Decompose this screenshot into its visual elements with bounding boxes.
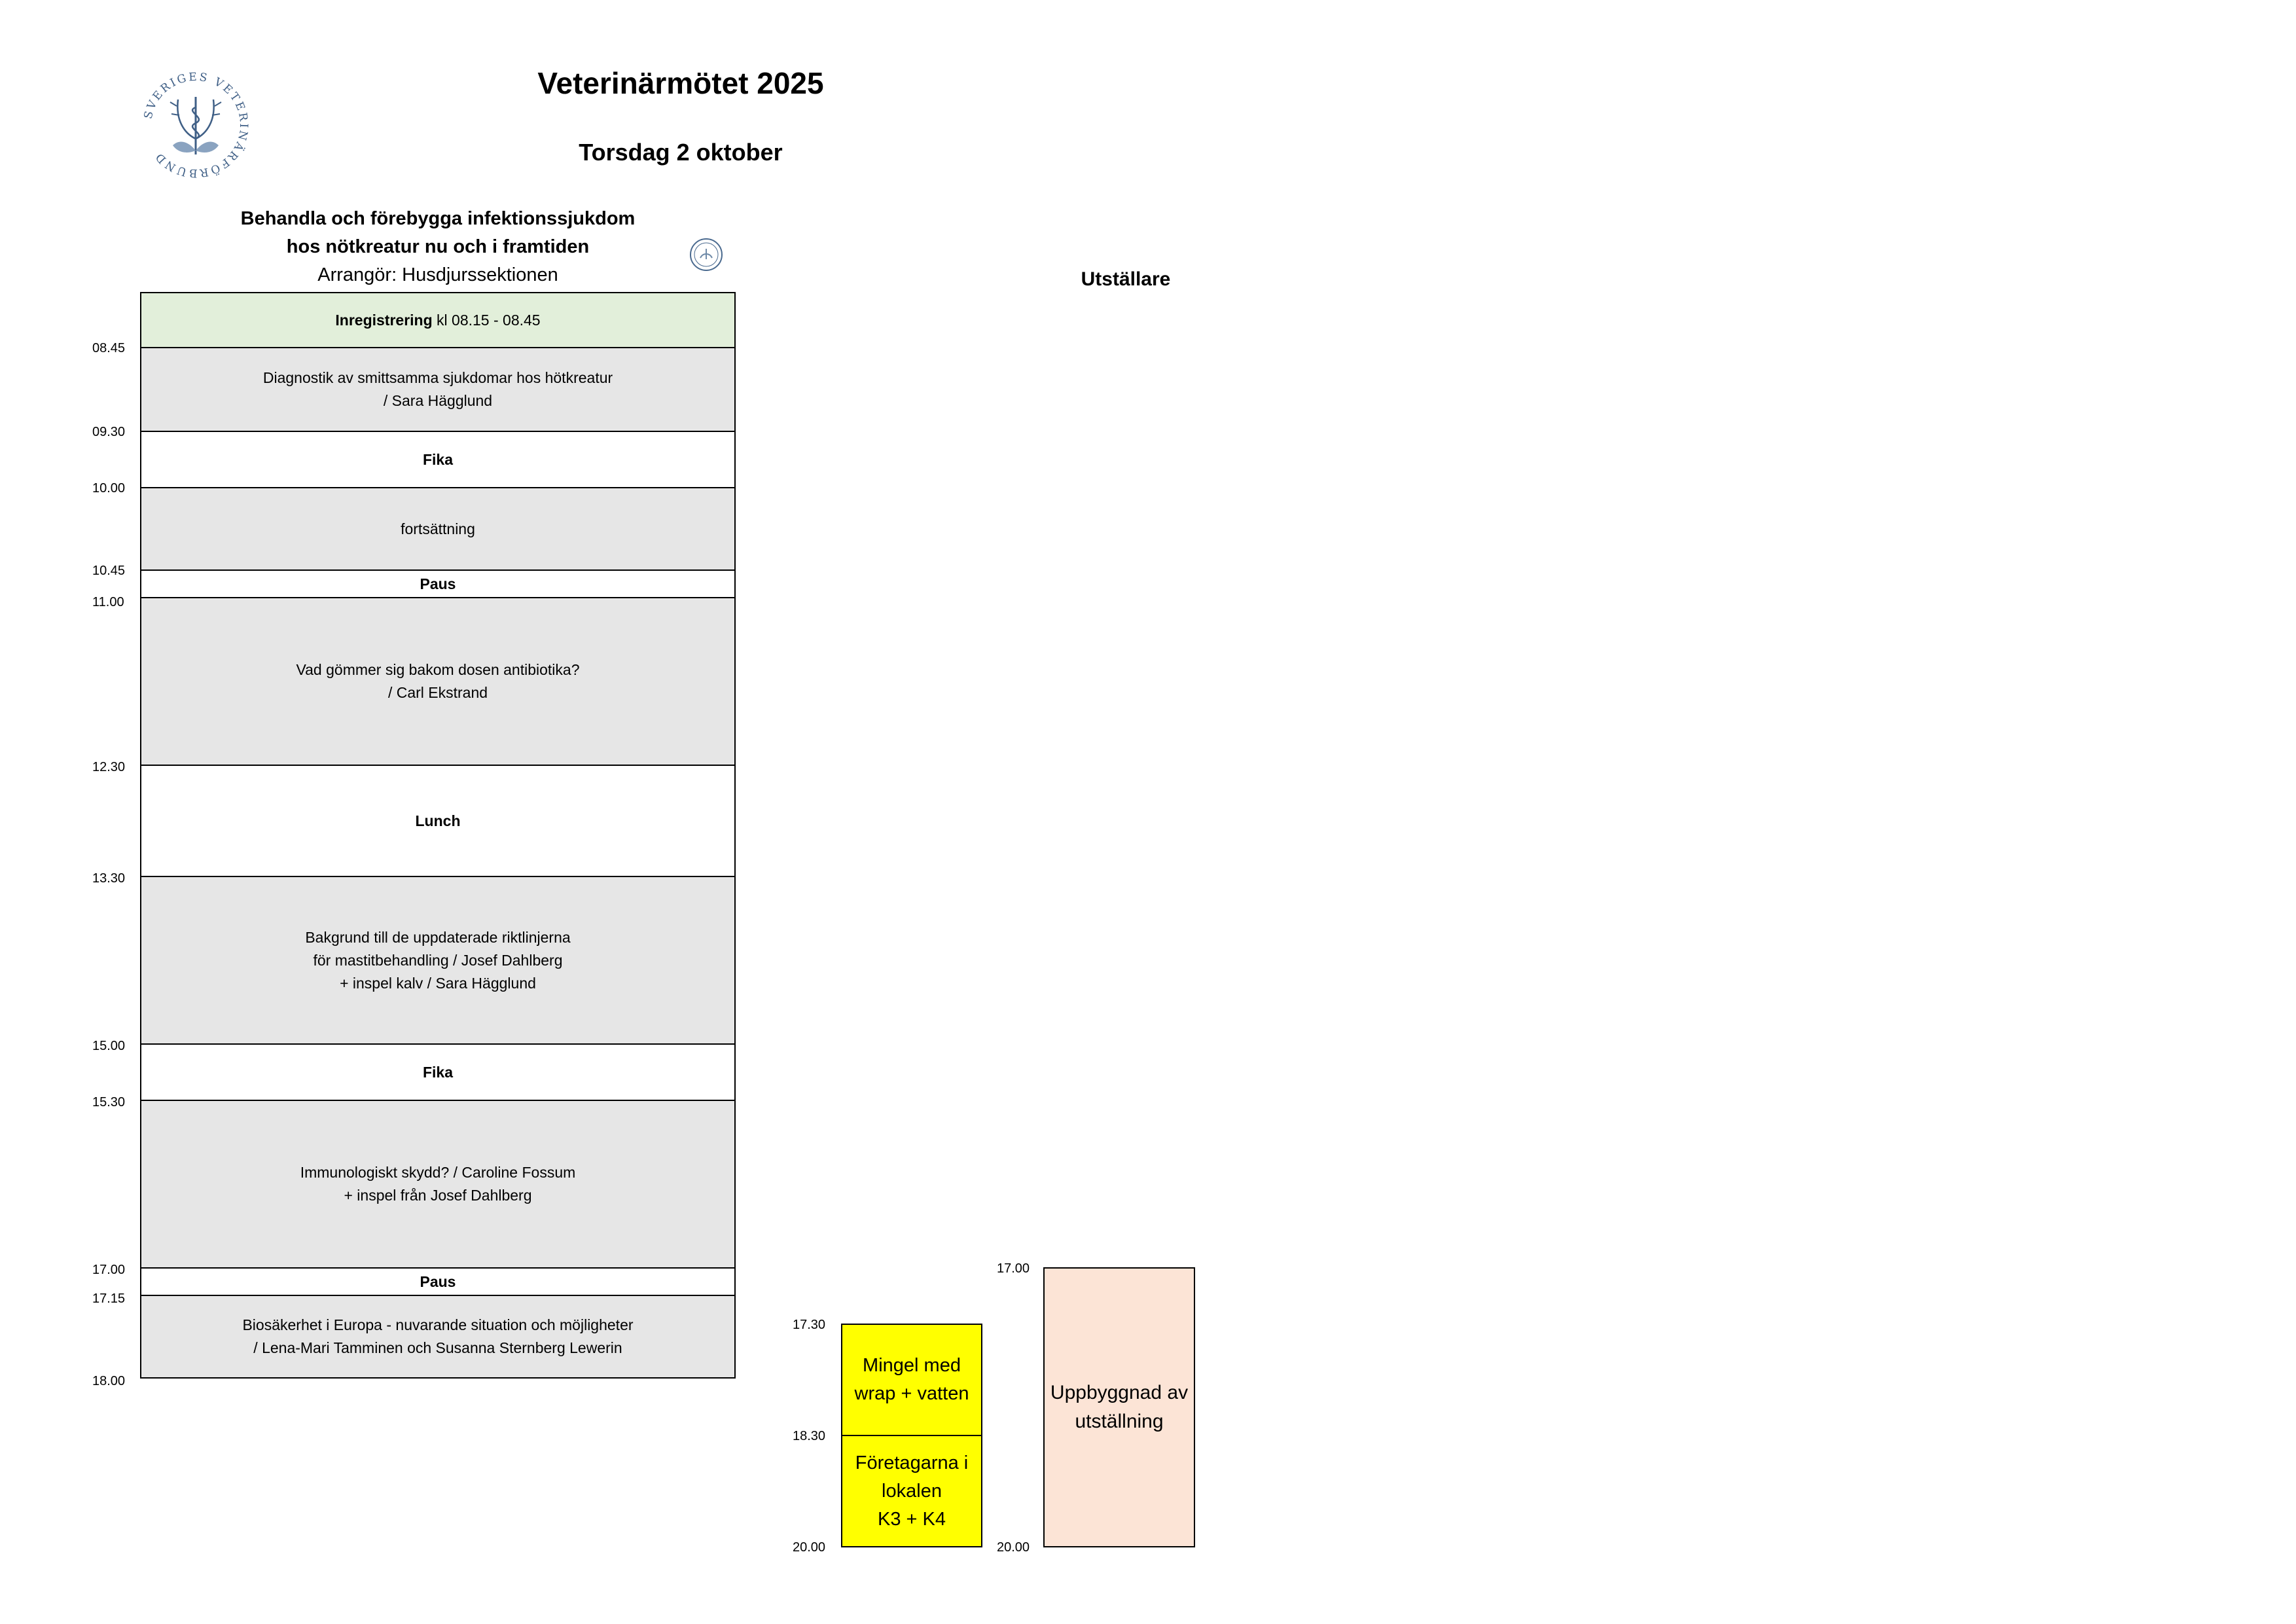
talk-slot-antibiotika bbox=[140, 597, 736, 766]
companies-line3: K3 + K4 bbox=[878, 1508, 946, 1530]
association-logo bbox=[139, 68, 253, 182]
time-label: 10.00 bbox=[92, 481, 126, 496]
time-label: 10.45 bbox=[92, 564, 126, 578]
break-label: Fika bbox=[422, 450, 454, 468]
talk-title: Bakgrund till de uppdaterade riktlinjerna bbox=[305, 928, 571, 946]
svg-text:SVERIGES VETERINÄRFÖRBUND: SVERIGES VETERINÄRFÖRBUND bbox=[141, 70, 251, 180]
time-label: 09.30 bbox=[92, 425, 126, 439]
time-label: 18.30 bbox=[793, 1429, 826, 1443]
break-slot-paus-2 bbox=[140, 1267, 736, 1296]
break-slot-lunch bbox=[140, 765, 736, 877]
page-day: Torsdag 2 oktober bbox=[579, 139, 783, 166]
companies-slot bbox=[841, 1435, 982, 1547]
page-title: Veterinärmötet 2025 bbox=[537, 66, 824, 100]
talk-slot-fortsattning bbox=[140, 487, 736, 571]
time-label: 11.00 bbox=[92, 595, 124, 609]
talk-speaker: för mastitbehandling / Josef Dahlberg bbox=[313, 951, 563, 969]
mingel-line2: wrap + vatten bbox=[854, 1383, 969, 1404]
talk-title: Vad gömmer sig bakom dosen antibiotika? bbox=[296, 661, 580, 678]
registration-time: kl 08.15 - 08.45 bbox=[432, 311, 541, 329]
talk-slot-immunologi bbox=[140, 1100, 736, 1269]
talk-slot-diagnostik bbox=[140, 347, 736, 432]
time-label: 20.00 bbox=[793, 1540, 826, 1555]
talk-extra: + inspel kalv / Sara Hägglund bbox=[340, 974, 536, 992]
exhibition-setup-slot bbox=[1043, 1267, 1195, 1547]
mingel-line1: Mingel med bbox=[863, 1355, 961, 1376]
time-label: 17.30 bbox=[793, 1318, 826, 1332]
time-label: 20.00 bbox=[997, 1540, 1030, 1555]
companies-line2: lokalen bbox=[882, 1480, 942, 1502]
session-title-line2: hos nötkreatur nu och i framtiden bbox=[286, 236, 590, 257]
exhibition-line2: utställning bbox=[1075, 1411, 1164, 1432]
break-slot-paus-1 bbox=[140, 569, 736, 598]
time-label: 13.30 bbox=[92, 871, 126, 886]
break-slot-fika-2 bbox=[140, 1043, 736, 1101]
companies-line1: Företagarna i bbox=[855, 1452, 969, 1473]
section-seal-icon bbox=[689, 237, 724, 272]
talk-speaker: / Sara Hägglund bbox=[383, 392, 493, 409]
time-label: 17.00 bbox=[997, 1261, 1030, 1276]
talk-slot-biosakerhet bbox=[140, 1295, 736, 1379]
break-label: Lunch bbox=[415, 812, 461, 829]
talk-title: Immunologiskt skydd? / Caroline Fossum bbox=[300, 1164, 576, 1181]
exhibition-line1: Uppbyggnad av bbox=[1050, 1382, 1189, 1403]
time-label: 15.00 bbox=[92, 1039, 126, 1053]
registration-label: Inregistrering bbox=[335, 311, 433, 329]
session-organizer: Arrangör: Husdjurssektionen bbox=[317, 264, 558, 285]
mingel-slot bbox=[841, 1324, 982, 1436]
talk-speaker: / Lena-Mari Tamminen och Susanna Sternberg Lewerin bbox=[253, 1339, 622, 1356]
break-label: Fika bbox=[422, 1063, 454, 1081]
time-label: 18.00 bbox=[92, 1374, 126, 1388]
talk-title: fortsättning bbox=[401, 520, 475, 537]
talk-title: Diagnostik av smittsamma sjukdomar hos hötkreatur bbox=[262, 369, 613, 386]
time-label: 17.00 bbox=[92, 1263, 126, 1277]
break-label: Paus bbox=[420, 1272, 456, 1290]
talk-slot-mastit bbox=[140, 876, 736, 1045]
talk-title: Biosäkerhet i Europa - nuvarande situation och möjligheter bbox=[242, 1316, 634, 1333]
time-label: 15.30 bbox=[92, 1095, 126, 1110]
time-label: 17.15 bbox=[92, 1291, 126, 1306]
talk-speaker: / Carl Ekstrand bbox=[387, 684, 488, 701]
time-label: 08.45 bbox=[92, 341, 126, 355]
break-slot-fika-1 bbox=[140, 431, 736, 488]
break-label: Paus bbox=[420, 575, 456, 592]
registration-slot bbox=[140, 292, 736, 348]
session-title-line1: Behandla och förebygga infektionssjukdom bbox=[240, 208, 636, 229]
talk-extra: + inspel från Josef Dahlberg bbox=[344, 1187, 532, 1204]
exhibitors-title: Utställare bbox=[1081, 268, 1171, 290]
time-label: 12.30 bbox=[92, 760, 126, 774]
